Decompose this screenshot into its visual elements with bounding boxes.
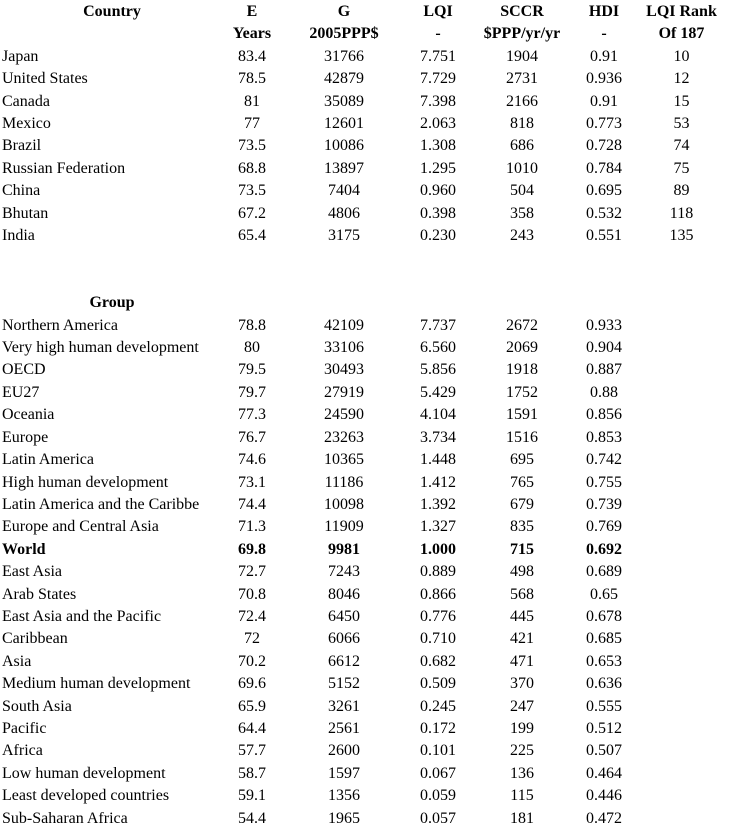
value-cell: 2600 [328, 742, 360, 760]
col-header-hdi: HDI [588, 3, 620, 20]
spacer-cell [0, 247, 731, 269]
value-cell: 42109 [324, 316, 364, 334]
value-cell: 0.678 [586, 607, 622, 625]
value-cell: 1597 [328, 764, 360, 782]
value-cell [632, 337, 731, 359]
row-label: Caribbean [2, 630, 68, 648]
value-cell: 2166 [506, 92, 538, 110]
value-cell: 0.464 [586, 764, 622, 782]
value-cell: 0.555 [586, 697, 622, 715]
value-cell: 1904 [506, 47, 538, 65]
value-cell [632, 696, 731, 718]
value-cell: 15 [673, 92, 690, 110]
value-cell: 715 [510, 540, 534, 558]
value-cell: 118 [669, 204, 694, 222]
value-cell: 0.446 [586, 787, 622, 805]
value-cell: 6066 [328, 630, 360, 648]
group-section [0, 292, 731, 314]
value-cell: 1.327 [420, 518, 456, 536]
value-cell: 5.856 [420, 361, 456, 379]
value-cell [632, 382, 731, 404]
col-header-e: E [246, 3, 258, 20]
row-label: India [2, 227, 35, 245]
value-cell: 57.7 [238, 742, 266, 760]
value-cell: 765 [510, 473, 534, 491]
table-row [0, 91, 731, 113]
value-cell: 59.1 [238, 787, 266, 805]
value-cell: 0.91 [590, 92, 618, 110]
value-cell: 1356 [328, 787, 360, 805]
value-cell: 7.737 [420, 316, 456, 334]
row-label: United States [2, 70, 88, 88]
table-row [0, 113, 731, 135]
table-row [0, 763, 731, 785]
value-cell: 1516 [506, 428, 538, 446]
value-cell: 1010 [506, 159, 538, 177]
value-cell: 0.784 [586, 159, 622, 177]
value-cell: 0.710 [420, 630, 456, 648]
value-cell [632, 449, 731, 471]
value-cell: 0.936 [586, 70, 622, 88]
value-cell: 4.104 [420, 406, 456, 424]
value-cell: 69.8 [238, 540, 266, 558]
value-cell: 72 [244, 630, 260, 648]
value-cell: 0.067 [420, 764, 456, 782]
value-cell: 79.5 [238, 361, 266, 379]
group-label: Group [89, 294, 135, 312]
table-row [0, 740, 731, 762]
value-cell [632, 628, 731, 650]
value-cell: 31766 [324, 47, 364, 65]
table-row [0, 606, 731, 628]
value-cell: 358 [510, 204, 534, 222]
row-label: Europe and Central Asia [2, 518, 159, 536]
col-unit-lqi-rank: Of 187 [658, 25, 705, 43]
table-row [0, 68, 731, 90]
table-row [0, 785, 731, 807]
value-cell: 3.734 [420, 428, 456, 446]
value-cell: 695 [510, 451, 534, 469]
value-cell [632, 763, 731, 785]
value-cell: 679 [510, 495, 534, 513]
value-cell [632, 584, 731, 606]
value-cell [632, 673, 731, 695]
value-cell [632, 808, 731, 830]
value-cell [632, 472, 731, 494]
group-rows-section [0, 315, 731, 830]
table-row [0, 808, 731, 830]
value-cell: 68.8 [238, 159, 266, 177]
value-cell: 8046 [328, 585, 360, 603]
table-row [0, 427, 731, 449]
table-row [0, 472, 731, 494]
value-cell: 73.1 [238, 473, 266, 491]
value-cell: 1.392 [420, 495, 456, 513]
spacer-cell [0, 270, 731, 292]
col-header-g: G [337, 3, 351, 20]
value-cell: 0.887 [586, 361, 622, 379]
value-cell: 0.755 [586, 473, 622, 491]
value-cell: 1965 [328, 809, 360, 827]
value-cell: 0.91 [590, 47, 618, 65]
country-section [0, 46, 731, 248]
row-label: Low human development [2, 764, 166, 782]
value-cell: 1.448 [420, 451, 456, 469]
value-cell: 10098 [324, 495, 364, 513]
value-cell [632, 561, 731, 583]
value-cell: 0.398 [420, 204, 456, 222]
value-cell: 135 [669, 227, 694, 245]
value-cell: 5.429 [420, 383, 456, 401]
value-cell: 0.689 [586, 563, 622, 581]
value-cell: 70.8 [238, 585, 266, 603]
value-cell: 818 [510, 115, 534, 133]
table-row [0, 718, 731, 740]
table-row [0, 359, 731, 381]
value-cell: 370 [510, 675, 534, 693]
col-unit-hdi: - [601, 25, 607, 43]
value-cell: 0.739 [586, 495, 622, 513]
row-label: South Asia [2, 697, 72, 715]
value-cell: 0.507 [586, 742, 622, 760]
col-unit-country [0, 23, 224, 45]
row-label: Europe [2, 428, 49, 446]
header-row-2 [0, 23, 731, 45]
value-cell: 65.4 [238, 227, 266, 245]
value-cell: 27919 [324, 383, 364, 401]
col-header-sccr: SCCR [500, 3, 544, 20]
value-cell: 1591 [506, 406, 538, 424]
value-cell: 225 [510, 742, 534, 760]
value-cell: 504 [510, 182, 534, 200]
value-cell: 70.2 [238, 652, 266, 670]
value-cell: 1.000 [420, 540, 456, 558]
value-cell: 1752 [506, 383, 538, 401]
value-cell: 0.509 [420, 675, 456, 693]
value-cell: 2672 [506, 316, 538, 334]
value-cell: 686 [510, 137, 534, 155]
value-cell: 2731 [506, 70, 538, 88]
value-cell: 0.682 [420, 652, 456, 670]
value-cell: 115 [510, 787, 534, 805]
value-cell: 0.904 [586, 339, 622, 357]
value-cell: 6.560 [420, 339, 456, 357]
row-label: Russian Federation [2, 159, 126, 177]
value-cell: 0.856 [586, 406, 622, 424]
value-cell: 53 [673, 115, 690, 133]
value-cell [632, 718, 731, 740]
value-cell: 0.692 [586, 540, 622, 558]
value-cell: 73.5 [238, 182, 266, 200]
table-row [0, 315, 731, 337]
value-cell: 78.8 [238, 316, 266, 334]
value-cell: 0.532 [586, 204, 622, 222]
empty-cell [576, 292, 632, 314]
value-cell: 445 [510, 607, 534, 625]
col-header-country: Country [83, 3, 141, 20]
value-cell [632, 606, 731, 628]
value-cell: 6450 [328, 607, 360, 625]
value-cell: 54.4 [238, 809, 266, 827]
row-label: EU27 [2, 383, 40, 401]
value-cell: 0.101 [420, 742, 456, 760]
value-cell: 74.4 [238, 495, 266, 513]
value-cell: 12601 [324, 115, 364, 133]
value-cell: 1918 [506, 361, 538, 379]
value-cell: 0.653 [586, 652, 622, 670]
value-cell: 247 [510, 697, 534, 715]
value-cell: 42879 [324, 70, 364, 88]
row-label: World [2, 540, 46, 558]
value-cell: 421 [510, 630, 534, 648]
table-row [0, 337, 731, 359]
value-cell: 2561 [328, 719, 360, 737]
row-label: China [2, 182, 41, 200]
row-label: East Asia and the Pacific [2, 607, 162, 625]
row-label: Least developed countries [2, 787, 170, 805]
value-cell: 0.512 [586, 719, 622, 737]
value-cell: 0.472 [586, 809, 622, 827]
value-cell [632, 427, 731, 449]
value-cell: 568 [510, 585, 534, 603]
value-cell: 7243 [328, 563, 360, 581]
value-cell: 11186 [324, 473, 364, 491]
value-cell: 78.5 [238, 70, 266, 88]
col-unit-sccr: $PPP/yr/yr [483, 25, 561, 43]
table-row [0, 449, 731, 471]
value-cell: 24590 [324, 406, 364, 424]
row-label: Mexico [2, 115, 51, 133]
value-cell: 81 [244, 92, 260, 110]
value-cell: 30493 [324, 361, 364, 379]
table-row [0, 494, 731, 516]
table-row [0, 404, 731, 426]
value-cell: 71.3 [238, 518, 266, 536]
value-cell: 73.5 [238, 137, 266, 155]
table-row [0, 158, 731, 180]
row-label: Oceania [2, 406, 55, 424]
value-cell: 0.245 [420, 697, 456, 715]
row-label: Bhutan [2, 204, 49, 222]
value-cell: 0.057 [420, 809, 456, 827]
value-cell: 1.412 [420, 473, 456, 491]
value-cell: 0.551 [586, 227, 622, 245]
value-cell: 58.7 [238, 764, 266, 782]
value-cell: 199 [510, 719, 534, 737]
value-cell: 136 [510, 764, 534, 782]
row-label: Medium human development [2, 675, 191, 693]
value-cell: 12 [673, 70, 690, 88]
value-cell: 77 [244, 115, 260, 133]
value-cell: 0.685 [586, 630, 622, 648]
value-cell [632, 516, 731, 538]
value-cell: 3175 [328, 227, 360, 245]
table-row [0, 225, 731, 247]
value-cell: 77.3 [238, 406, 266, 424]
value-cell: 5152 [328, 675, 360, 693]
value-cell: 243 [510, 227, 534, 245]
value-cell: 72.4 [238, 607, 266, 625]
value-cell: 2069 [506, 339, 538, 357]
table-row [0, 516, 731, 538]
row-label: Latin America [2, 451, 94, 469]
value-cell: 471 [510, 652, 534, 670]
value-cell: 76.7 [238, 428, 266, 446]
value-cell: 69.6 [238, 675, 266, 693]
empty-cell [632, 292, 731, 314]
table-row [0, 46, 731, 68]
col-unit-g: 2005PPP$ [309, 25, 379, 43]
value-cell: 10 [673, 47, 690, 65]
spacer-row [0, 270, 731, 292]
spacer-row [0, 247, 731, 269]
value-cell: 11909 [324, 518, 364, 536]
table-row [0, 539, 731, 561]
value-cell: 0.773 [586, 115, 622, 133]
table-row [0, 696, 731, 718]
value-cell: 0.853 [586, 428, 622, 446]
value-cell: 75 [673, 159, 690, 177]
empty-cell [280, 292, 408, 314]
value-cell: 35089 [324, 92, 364, 110]
value-cell: 13897 [324, 159, 364, 177]
col-header-lqi: LQI [423, 3, 453, 20]
value-cell [632, 359, 731, 381]
value-cell: 23263 [324, 428, 364, 446]
value-cell [632, 539, 731, 561]
table-row [0, 628, 731, 650]
header-row-1 [0, 1, 731, 23]
value-cell: 0.88 [590, 383, 618, 401]
value-cell: 7.729 [420, 70, 456, 88]
value-cell: 0.695 [586, 182, 622, 200]
value-cell: 0.742 [586, 451, 622, 469]
value-cell [632, 494, 731, 516]
value-cell: 0.059 [420, 787, 456, 805]
value-cell: 181 [510, 809, 534, 827]
value-cell [632, 785, 731, 807]
value-cell: 0.636 [586, 675, 622, 693]
table-row [0, 561, 731, 583]
value-cell: 0.769 [586, 518, 622, 536]
row-label: High human development [2, 473, 169, 491]
value-cell: 1.308 [420, 137, 456, 155]
value-cell: 3261 [328, 697, 360, 715]
value-cell: 0.866 [420, 585, 456, 603]
col-header-lqi-rank: LQI Rank [646, 3, 717, 20]
value-cell: 498 [510, 563, 534, 581]
table-row [0, 673, 731, 695]
table-row [0, 651, 731, 673]
row-label: East Asia [2, 563, 62, 581]
lqi-country-table [0, 1, 731, 830]
value-cell: 0.65 [590, 585, 618, 603]
empty-cell [224, 292, 280, 314]
row-label: Latin America and the Caribbe [2, 495, 200, 513]
table-row [0, 135, 731, 157]
row-label: Africa [2, 742, 43, 760]
value-cell: 80 [244, 339, 260, 357]
value-cell: 1.295 [420, 159, 456, 177]
section-gap [0, 247, 731, 292]
table-row [0, 584, 731, 606]
value-cell: 835 [510, 518, 534, 536]
value-cell: 0.230 [420, 227, 456, 245]
value-cell: 65.9 [238, 697, 266, 715]
value-cell: 2.063 [420, 115, 456, 133]
value-cell [632, 740, 731, 762]
table-row [0, 203, 731, 225]
value-cell [632, 315, 731, 337]
value-cell: 7.398 [420, 92, 456, 110]
row-label: Japan [2, 47, 39, 65]
table-row [0, 180, 731, 202]
group-label-row [0, 292, 731, 314]
value-cell: 10365 [324, 451, 364, 469]
row-label: Arab States [2, 585, 77, 603]
value-cell: 79.7 [238, 383, 266, 401]
value-cell: 0.889 [420, 563, 456, 581]
value-cell [632, 404, 731, 426]
value-cell: 7.751 [420, 47, 456, 65]
col-unit-e: Years [232, 25, 272, 43]
value-cell: 7404 [328, 182, 360, 200]
value-cell: 74.6 [238, 451, 266, 469]
row-label: Sub-Saharan Africa [2, 809, 128, 827]
table-row [0, 382, 731, 404]
row-label: OECD [2, 361, 46, 379]
empty-cell [468, 292, 576, 314]
value-cell: 83.4 [238, 47, 266, 65]
row-label: Pacific [2, 719, 47, 737]
row-label: Northern America [2, 316, 118, 334]
value-cell: 0.933 [586, 316, 622, 334]
value-cell: 72.7 [238, 563, 266, 581]
value-cell: 6612 [328, 652, 360, 670]
row-label: Brazil [2, 137, 42, 155]
value-cell: 33106 [324, 339, 364, 357]
row-label: Canada [2, 92, 50, 110]
value-cell: 0.728 [586, 137, 622, 155]
value-cell: 0.776 [420, 607, 456, 625]
value-cell: 4806 [328, 204, 360, 222]
value-cell: 10086 [324, 137, 364, 155]
value-cell: 89 [673, 182, 690, 200]
value-cell: 67.2 [238, 204, 266, 222]
value-cell: 0.960 [420, 182, 456, 200]
value-cell: 0.172 [420, 719, 456, 737]
value-cell [632, 651, 731, 673]
value-cell: 9981 [328, 540, 360, 558]
row-label: Asia [2, 652, 32, 670]
row-label: Very high human development [2, 339, 199, 357]
value-cell: 64.4 [238, 719, 266, 737]
table-header [0, 1, 731, 46]
empty-cell [408, 292, 468, 314]
col-unit-lqi: - [435, 25, 441, 43]
value-cell: 74 [673, 137, 690, 155]
